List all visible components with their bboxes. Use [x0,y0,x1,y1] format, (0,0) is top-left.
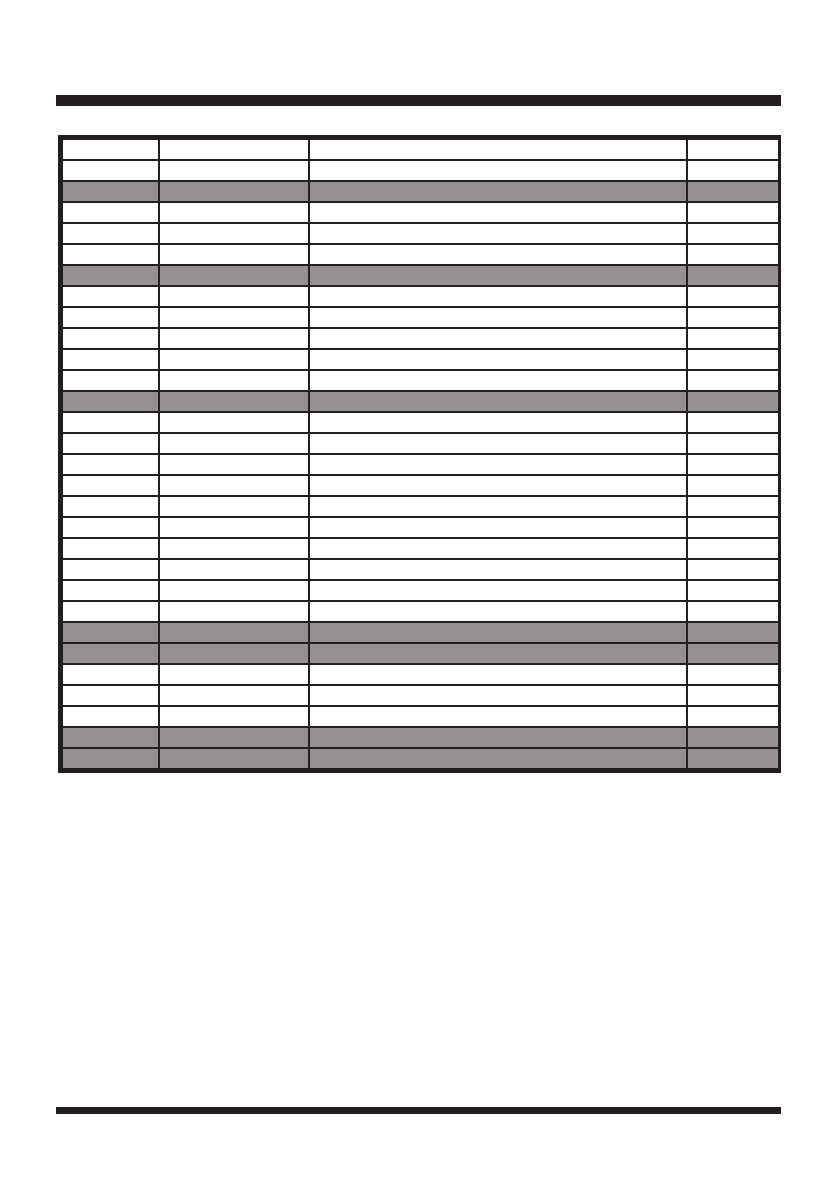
table-row [62,559,779,580]
table-cell [687,517,779,538]
table-cell [687,433,779,454]
table-cell [62,265,159,286]
table-cell [62,601,159,622]
table-cell [309,286,687,307]
table-cell [687,496,779,517]
table-cell [62,643,159,664]
table-cell [159,580,309,601]
table-cell [159,349,309,370]
table-cell [309,307,687,328]
table-body [62,139,779,769]
table-cell [62,706,159,727]
table-row [62,496,779,517]
table-cell [687,601,779,622]
table-cell [62,622,159,643]
table-cell [62,475,159,496]
table-row [62,202,779,223]
table-cell [309,517,687,538]
table-cell [309,139,687,160]
table-row-shaded [62,181,779,202]
table-cell [687,685,779,706]
table-cell [687,181,779,202]
table-row [62,454,779,475]
table-cell [309,223,687,244]
table-cell [62,685,159,706]
table-cell [62,328,159,349]
table-cell [687,664,779,685]
table-cell [62,244,159,265]
table-cell [159,286,309,307]
table-cell [159,160,309,181]
table-cell [159,706,309,727]
table-row [62,244,779,265]
table-cell [62,370,159,391]
table-cell [159,244,309,265]
table-cell [309,370,687,391]
table-row-shaded [62,622,779,643]
table-row [62,664,779,685]
table-cell [159,265,309,286]
table-cell [62,664,159,685]
table-cell [687,286,779,307]
table-cell [687,160,779,181]
bottom-rule [56,1107,781,1114]
table-cell [62,349,159,370]
table-cell [62,307,159,328]
table-row [62,307,779,328]
top-rule [56,95,781,106]
table-row [62,328,779,349]
table-row [62,412,779,433]
table-row-shaded [62,391,779,412]
table-cell [309,265,687,286]
table-cell [159,307,309,328]
table-cell [159,748,309,769]
table-cell [309,454,687,475]
table-cell [687,265,779,286]
table-cell [309,622,687,643]
blank-table [58,135,781,773]
table-grid [61,138,780,770]
table-cell [62,202,159,223]
table-cell [687,307,779,328]
table-row [62,370,779,391]
table-row [62,601,779,622]
table-cell [159,517,309,538]
table-cell [159,391,309,412]
table-row [62,580,779,601]
table-cell [687,412,779,433]
table-cell [309,244,687,265]
table-cell [159,202,309,223]
table-cell [309,748,687,769]
table-cell [309,181,687,202]
table-cell [309,664,687,685]
table-cell [62,454,159,475]
table-cell [159,370,309,391]
table-cell [159,622,309,643]
table-row [62,286,779,307]
table-cell [62,181,159,202]
table-cell [62,727,159,748]
table-cell [309,328,687,349]
table-cell [159,181,309,202]
table-cell [309,601,687,622]
table-cell [309,580,687,601]
table-cell [309,643,687,664]
table-row-shaded [62,748,779,769]
table-row [62,349,779,370]
table-cell [687,538,779,559]
table-cell [687,391,779,412]
table-cell [687,202,779,223]
table-cell [309,475,687,496]
table-cell [687,727,779,748]
table-cell [159,601,309,622]
table-row [62,538,779,559]
table-cell [687,475,779,496]
table-cell [159,685,309,706]
table-cell [62,139,159,160]
table-cell [62,538,159,559]
table-cell [309,433,687,454]
table-cell [309,538,687,559]
table-cell [62,496,159,517]
table-cell [159,643,309,664]
table-row [62,475,779,496]
table-cell [687,223,779,244]
table-cell [62,223,159,244]
table-cell [687,244,779,265]
table-cell [159,328,309,349]
table-cell [687,328,779,349]
table-cell [62,391,159,412]
table-row [62,706,779,727]
table-row [62,685,779,706]
table-row-shaded [62,727,779,748]
table-cell [309,160,687,181]
table-cell [62,748,159,769]
table-cell [309,559,687,580]
table-cell [159,727,309,748]
table-cell [309,685,687,706]
table-cell [309,349,687,370]
table-row-shaded [62,265,779,286]
table-row [62,223,779,244]
table-cell [309,706,687,727]
table-cell [687,454,779,475]
table-cell [62,286,159,307]
table-cell [159,433,309,454]
table-cell [687,748,779,769]
table-cell [159,454,309,475]
table-cell [309,202,687,223]
table-cell [159,664,309,685]
table-row [62,160,779,181]
table-cell [309,391,687,412]
table-cell [309,727,687,748]
table-cell [687,706,779,727]
table-row [62,517,779,538]
table-cell [309,496,687,517]
table-cell [159,139,309,160]
table-row [62,433,779,454]
table-cell [309,412,687,433]
table-cell [687,622,779,643]
table-cell [62,412,159,433]
table-cell [159,496,309,517]
table-cell [159,538,309,559]
table-cell [159,559,309,580]
table-cell [687,559,779,580]
table-cell [62,160,159,181]
table-cell [159,412,309,433]
table-cell [687,349,779,370]
table-cell [687,643,779,664]
table-cell [687,580,779,601]
table-cell [62,517,159,538]
table-cell [687,139,779,160]
table-row [62,139,779,160]
table-cell [687,370,779,391]
table-cell [62,559,159,580]
table-cell [159,223,309,244]
table-cell [159,475,309,496]
table-cell [62,580,159,601]
table-cell [62,433,159,454]
table-row-shaded [62,643,779,664]
